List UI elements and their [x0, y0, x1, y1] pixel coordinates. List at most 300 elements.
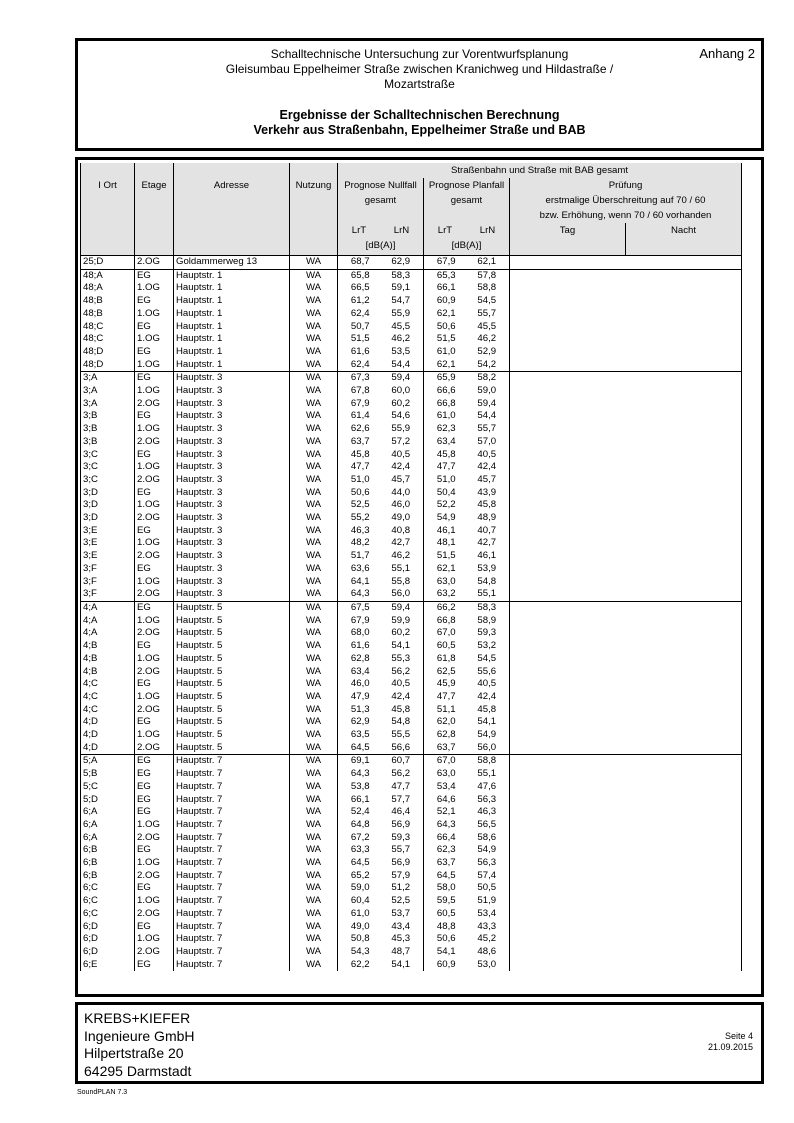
cell-nutzung: WA — [290, 794, 338, 807]
cell-etage: 2.OG — [135, 832, 174, 845]
cell-adresse: Hauptstr. 3 — [174, 576, 290, 589]
cell-nacht — [626, 844, 742, 857]
header-row-main — [81, 178, 742, 223]
value-lrt: 67,3 — [350, 372, 370, 384]
value-lrt: 67,9 — [350, 397, 370, 409]
value-lrt: 50,7 — [350, 320, 370, 332]
cell-nutzung: WA — [290, 716, 338, 729]
cell-ort: 6;C — [81, 895, 135, 908]
value-lrn: 55,1 — [391, 562, 411, 574]
value-lrt: 47,7 — [436, 690, 456, 702]
cell-nullfall — [338, 372, 424, 385]
cell-nullfall — [338, 550, 424, 563]
cell-nacht — [626, 372, 742, 385]
cell-etage: EG — [135, 295, 174, 308]
cell-nacht — [626, 499, 742, 512]
cell-planfall — [424, 346, 510, 359]
cell-adresse: Hauptstr. 5 — [174, 627, 290, 640]
value-lrt: 67,2 — [350, 831, 370, 843]
cell-planfall — [424, 653, 510, 666]
cell-planfall — [424, 908, 510, 921]
value-lrn: 46,2 — [477, 333, 497, 345]
value-lrt: 61,4 — [350, 410, 370, 422]
cell-adresse: Hauptstr. 3 — [174, 398, 290, 411]
cell-etage: 1.OG — [135, 576, 174, 589]
cell-planfall — [424, 461, 510, 474]
cell-planfall — [424, 716, 510, 729]
table-row — [81, 525, 742, 538]
cell-nacht — [626, 436, 742, 449]
cell-tag — [510, 474, 626, 487]
cell-nacht — [626, 627, 742, 640]
cell-etage: EG — [135, 844, 174, 857]
value-lrt: 64,1 — [350, 575, 370, 587]
cell-planfall — [424, 282, 510, 295]
cell-etage: 1.OG — [135, 423, 174, 436]
value-lrt: 67,5 — [350, 601, 370, 613]
cell-etage: EG — [135, 601, 174, 614]
report-subtitle — [78, 108, 761, 138]
table-row — [81, 678, 742, 691]
value-lrn: 48,9 — [477, 512, 497, 524]
col-pruefung: Prüfung erstmalige Überschreitung auf 70 / 60 bzw. Erhöhung, wenn 70 / 60 vorhanden — [510, 178, 742, 223]
cell-etage: 2.OG — [135, 627, 174, 640]
value-lrt: 62,0 — [436, 716, 456, 728]
cell-tag — [510, 346, 626, 359]
cell-nutzung: WA — [290, 844, 338, 857]
cell-tag — [510, 499, 626, 512]
value-lrn: 54,4 — [391, 358, 411, 370]
cell-tag — [510, 308, 626, 321]
value-lrn: 56,3 — [477, 793, 497, 805]
table-row — [81, 882, 742, 895]
value-lrn: 59,1 — [391, 282, 411, 294]
value-lrn: 45,8 — [477, 703, 497, 715]
cell-nutzung: WA — [290, 895, 338, 908]
value-lrt: 51,0 — [350, 473, 370, 485]
cell-planfall — [424, 295, 510, 308]
value-lrn: 60,2 — [391, 627, 411, 639]
value-lrn: 58,2 — [477, 372, 497, 384]
cell-tag — [510, 269, 626, 282]
value-lrt: 47,7 — [436, 461, 456, 473]
table-row — [81, 308, 742, 321]
table-row — [81, 627, 742, 640]
cell-adresse: Hauptstr. 7 — [174, 832, 290, 845]
cell-nacht — [626, 269, 742, 282]
cell-planfall — [424, 704, 510, 717]
report-date: 21.09.2015 — [707, 1042, 753, 1052]
cell-nullfall — [338, 512, 424, 525]
cell-nutzung: WA — [290, 678, 338, 691]
cell-nacht — [626, 959, 742, 972]
cell-tag — [510, 768, 626, 781]
cell-ort: 6;C — [81, 882, 135, 895]
value-lrt: 51,5 — [436, 550, 456, 562]
table-row — [81, 768, 742, 781]
cell-etage: 2.OG — [135, 742, 174, 755]
value-lrt: 65,2 — [350, 869, 370, 881]
table-row — [81, 666, 742, 679]
value-lrt: 62,2 — [350, 958, 370, 970]
cell-nutzung: WA — [290, 525, 338, 538]
value-lrn: 56,2 — [391, 768, 411, 780]
cell-planfall — [424, 537, 510, 550]
cell-adresse: Hauptstr. 5 — [174, 640, 290, 653]
value-lrn: 43,4 — [391, 920, 411, 932]
value-lrn: 55,7 — [391, 844, 411, 856]
table-row — [81, 576, 742, 589]
cell-adresse: Hauptstr. 1 — [174, 346, 290, 359]
cell-nacht — [626, 857, 742, 870]
value-lrn: 40,5 — [477, 448, 497, 460]
cell-planfall — [424, 640, 510, 653]
value-lrt: 50,6 — [436, 933, 456, 945]
cell-nacht — [626, 704, 742, 717]
cell-nacht — [626, 882, 742, 895]
value-lrn: 52,9 — [477, 345, 497, 357]
value-lrn: 53,9 — [477, 562, 497, 574]
col-ort: I Ort — [81, 178, 135, 223]
cell-tag — [510, 895, 626, 908]
value-lrn: 58,3 — [391, 269, 411, 281]
cell-nacht — [626, 755, 742, 768]
cell-nutzung: WA — [290, 537, 338, 550]
value-lrn: 59,4 — [477, 397, 497, 409]
cell-etage: EG — [135, 768, 174, 781]
cell-tag — [510, 653, 626, 666]
value-lrt: 46,0 — [350, 678, 370, 690]
value-lrt: 64,5 — [350, 857, 370, 869]
value-lrt: 65,3 — [436, 269, 456, 281]
cell-nutzung: WA — [290, 921, 338, 934]
cell-nutzung: WA — [290, 946, 338, 959]
cell-etage: 1.OG — [135, 359, 174, 372]
cell-planfall — [424, 308, 510, 321]
value-lrt: 63,5 — [350, 729, 370, 741]
document-footer — [75, 1002, 764, 1084]
value-lrt: 66,1 — [436, 282, 456, 294]
cell-tag — [510, 882, 626, 895]
cell-adresse: Hauptstr. 5 — [174, 653, 290, 666]
cell-etage: 2.OG — [135, 704, 174, 717]
value-lrn: 54,1 — [391, 640, 411, 652]
cell-adresse: Hauptstr. 5 — [174, 729, 290, 742]
value-lrn: 54,8 — [477, 575, 497, 587]
cell-nullfall — [338, 870, 424, 883]
cell-tag — [510, 908, 626, 921]
cell-tag — [510, 627, 626, 640]
cell-nacht — [626, 933, 742, 946]
cell-nacht — [626, 716, 742, 729]
value-lrn: 45,7 — [391, 473, 411, 485]
cell-nacht — [626, 666, 742, 679]
value-lrn: 53,5 — [391, 345, 411, 357]
cell-nullfall — [338, 627, 424, 640]
cell-nullfall — [338, 819, 424, 832]
cell-planfall — [424, 678, 510, 691]
value-lrn: 54,7 — [391, 295, 411, 307]
cell-etage: 1.OG — [135, 499, 174, 512]
cell-nacht — [626, 256, 742, 270]
cell-ort: 3;C — [81, 474, 135, 487]
cell-nullfall — [338, 256, 424, 270]
cell-ort: 3;C — [81, 461, 135, 474]
cell-adresse: Hauptstr. 7 — [174, 755, 290, 768]
cell-nacht — [626, 423, 742, 436]
cell-nacht — [626, 461, 742, 474]
value-lrn: 55,9 — [391, 307, 411, 319]
value-lrt: 51,0 — [436, 473, 456, 485]
cell-ort: 5;D — [81, 794, 135, 807]
table-row — [81, 946, 742, 959]
cell-ort: 48;A — [81, 282, 135, 295]
cell-ort: 3;E — [81, 525, 135, 538]
cell-ort: 6;A — [81, 832, 135, 845]
cell-ort: 3;F — [81, 563, 135, 576]
cell-nutzung: WA — [290, 601, 338, 614]
cell-etage: EG — [135, 487, 174, 500]
value-lrn: 59,3 — [391, 831, 411, 843]
value-lrn: 54,2 — [477, 358, 497, 370]
table-row — [81, 588, 742, 601]
cell-adresse: Hauptstr. 1 — [174, 282, 290, 295]
value-lrn: 53,2 — [477, 640, 497, 652]
value-lrt: 67,0 — [436, 627, 456, 639]
cell-nacht — [626, 781, 742, 794]
results-table — [80, 163, 742, 971]
cell-nacht — [626, 615, 742, 628]
cell-ort: 4;A — [81, 601, 135, 614]
value-lrn: 40,5 — [477, 678, 497, 690]
cell-tag — [510, 832, 626, 845]
value-lrt: 65,8 — [350, 269, 370, 281]
cell-adresse: Hauptstr. 5 — [174, 704, 290, 717]
page-number: Seite 4 — [724, 1031, 753, 1041]
cell-tag — [510, 870, 626, 883]
table-row — [81, 563, 742, 576]
table-row — [81, 908, 742, 921]
cell-nacht — [626, 895, 742, 908]
col-nullfall: Prognose Nullfall gesamt — [338, 178, 424, 223]
cell-etage: EG — [135, 959, 174, 972]
cell-nullfall — [338, 806, 424, 819]
cell-nullfall — [338, 321, 424, 334]
table-row — [81, 398, 742, 411]
cell-nullfall — [338, 832, 424, 845]
cell-tag — [510, 372, 626, 385]
cell-nullfall — [338, 461, 424, 474]
cell-nullfall — [338, 882, 424, 895]
cell-nullfall — [338, 333, 424, 346]
cell-ort: 3;E — [81, 537, 135, 550]
cell-nullfall — [338, 436, 424, 449]
cell-nacht — [626, 653, 742, 666]
value-lrt: 68,0 — [350, 627, 370, 639]
cell-nacht — [626, 678, 742, 691]
cell-adresse: Hauptstr. 7 — [174, 857, 290, 870]
cell-ort: 3;B — [81, 410, 135, 423]
cell-nullfall — [338, 933, 424, 946]
cell-nutzung: WA — [290, 908, 338, 921]
value-lrt: 52,4 — [350, 806, 370, 818]
cell-nutzung: WA — [290, 768, 338, 781]
cell-adresse: Hauptstr. 7 — [174, 806, 290, 819]
cell-etage: 1.OG — [135, 895, 174, 908]
value-lrt: 66,2 — [436, 601, 456, 613]
cell-etage: 1.OG — [135, 461, 174, 474]
value-lrt: 48,2 — [350, 537, 370, 549]
value-lrn: 57,0 — [477, 435, 497, 447]
value-lrt: 66,8 — [436, 397, 456, 409]
cell-nacht — [626, 512, 742, 525]
table-row — [81, 921, 742, 934]
cell-nutzung: WA — [290, 423, 338, 436]
value-lrn: 46,2 — [391, 333, 411, 345]
cell-nutzung: WA — [290, 882, 338, 895]
cell-planfall — [424, 768, 510, 781]
cell-adresse: Hauptstr. 5 — [174, 691, 290, 704]
cell-nutzung: WA — [290, 398, 338, 411]
value-lrn: 53,4 — [477, 907, 497, 919]
cell-nullfall — [338, 857, 424, 870]
value-lrn: 55,5 — [391, 729, 411, 741]
cell-adresse: Hauptstr. 3 — [174, 487, 290, 500]
cell-nacht — [626, 359, 742, 372]
cell-nullfall — [338, 295, 424, 308]
cell-adresse: Hauptstr. 3 — [174, 474, 290, 487]
cell-ort: 48;D — [81, 359, 135, 372]
cell-nacht — [626, 398, 742, 411]
cell-nutzung: WA — [290, 449, 338, 462]
value-lrn: 47,6 — [477, 780, 497, 792]
value-lrn: 58,3 — [477, 601, 497, 613]
value-lrn: 52,5 — [391, 895, 411, 907]
cell-adresse: Hauptstr. 3 — [174, 525, 290, 538]
cell-nullfall — [338, 359, 424, 372]
value-lrt: 61,0 — [436, 345, 456, 357]
col-planfall: Prognose Planfall gesamt — [424, 178, 510, 223]
value-lrt: 62,1 — [436, 562, 456, 574]
cell-adresse: Hauptstr. 7 — [174, 908, 290, 921]
cell-nullfall — [338, 908, 424, 921]
cell-ort: 3;D — [81, 487, 135, 500]
cell-etage: 2.OG — [135, 256, 174, 270]
value-lrn: 40,8 — [391, 524, 411, 536]
value-lrt: 62,6 — [350, 423, 370, 435]
value-lrt: 51,1 — [436, 703, 456, 715]
cell-nullfall — [338, 678, 424, 691]
cell-adresse: Hauptstr. 7 — [174, 781, 290, 794]
cell-etage: 2.OG — [135, 946, 174, 959]
cell-adresse: Hauptstr. 3 — [174, 410, 290, 423]
table-row — [81, 321, 742, 334]
table-row — [81, 295, 742, 308]
table-row — [81, 333, 742, 346]
cell-tag — [510, 959, 626, 972]
cell-adresse: Hauptstr. 1 — [174, 295, 290, 308]
table-row — [81, 487, 742, 500]
cell-tag — [510, 806, 626, 819]
col-nutzung: Nutzung — [290, 178, 338, 223]
table-row — [81, 550, 742, 563]
value-lrt: 50,6 — [350, 486, 370, 498]
cell-etage: EG — [135, 678, 174, 691]
value-lrt: 64,3 — [436, 818, 456, 830]
cell-etage: EG — [135, 781, 174, 794]
cell-tag — [510, 449, 626, 462]
cell-nutzung: WA — [290, 729, 338, 742]
cell-adresse: Hauptstr. 1 — [174, 269, 290, 282]
value-lrn: 42,4 — [391, 461, 411, 473]
cell-tag — [510, 755, 626, 768]
cell-etage: 1.OG — [135, 615, 174, 628]
cell-nacht — [626, 487, 742, 500]
value-lrt: 64,6 — [436, 793, 456, 805]
value-lrn: 54,8 — [391, 716, 411, 728]
cell-nullfall — [338, 959, 424, 972]
table-row — [81, 449, 742, 462]
cell-etage: EG — [135, 716, 174, 729]
cell-nullfall — [338, 525, 424, 538]
cell-etage: EG — [135, 794, 174, 807]
value-lrt: 53,4 — [436, 780, 456, 792]
cell-planfall — [424, 512, 510, 525]
cell-nullfall — [338, 768, 424, 781]
cell-nutzung: WA — [290, 576, 338, 589]
cell-nutzung: WA — [290, 321, 338, 334]
value-lrt: 62,4 — [350, 307, 370, 319]
value-lrn: 46,3 — [477, 806, 497, 818]
cell-etage: 1.OG — [135, 308, 174, 321]
value-lrt: 52,1 — [436, 806, 456, 818]
cell-adresse: Hauptstr. 7 — [174, 844, 290, 857]
cell-adresse: Hauptstr. 5 — [174, 601, 290, 614]
cell-planfall — [424, 398, 510, 411]
value-lrn: 47,7 — [391, 780, 411, 792]
cell-nutzung: WA — [290, 487, 338, 500]
cell-nacht — [626, 819, 742, 832]
value-lrt: 50,6 — [436, 320, 456, 332]
cell-nullfall — [338, 423, 424, 436]
cell-tag — [510, 359, 626, 372]
value-lrn: 59,3 — [477, 627, 497, 639]
value-lrn: 60,0 — [391, 385, 411, 397]
cell-etage: EG — [135, 640, 174, 653]
subtitle-line-2: Verkehr aus Straßenbahn, Eppelheimer Straße und BAB — [253, 123, 586, 137]
cell-nacht — [626, 921, 742, 934]
table-row — [81, 844, 742, 857]
table-row — [81, 794, 742, 807]
cell-planfall — [424, 832, 510, 845]
cell-ort: 6;B — [81, 844, 135, 857]
cell-nacht — [626, 806, 742, 819]
cell-planfall — [424, 819, 510, 832]
value-lrt: 64,5 — [350, 741, 370, 753]
value-lrt: 60,9 — [436, 295, 456, 307]
value-lrt: 68,7 — [350, 256, 370, 267]
cell-nullfall — [338, 410, 424, 423]
cell-nutzung: WA — [290, 615, 338, 628]
value-lrt: 53,8 — [350, 780, 370, 792]
cell-nacht — [626, 295, 742, 308]
cell-tag — [510, 781, 626, 794]
cell-planfall — [424, 627, 510, 640]
cell-nullfall — [338, 474, 424, 487]
value-lrn: 45,8 — [477, 499, 497, 511]
value-lrn: 56,9 — [391, 857, 411, 869]
cell-ort: 5;C — [81, 781, 135, 794]
